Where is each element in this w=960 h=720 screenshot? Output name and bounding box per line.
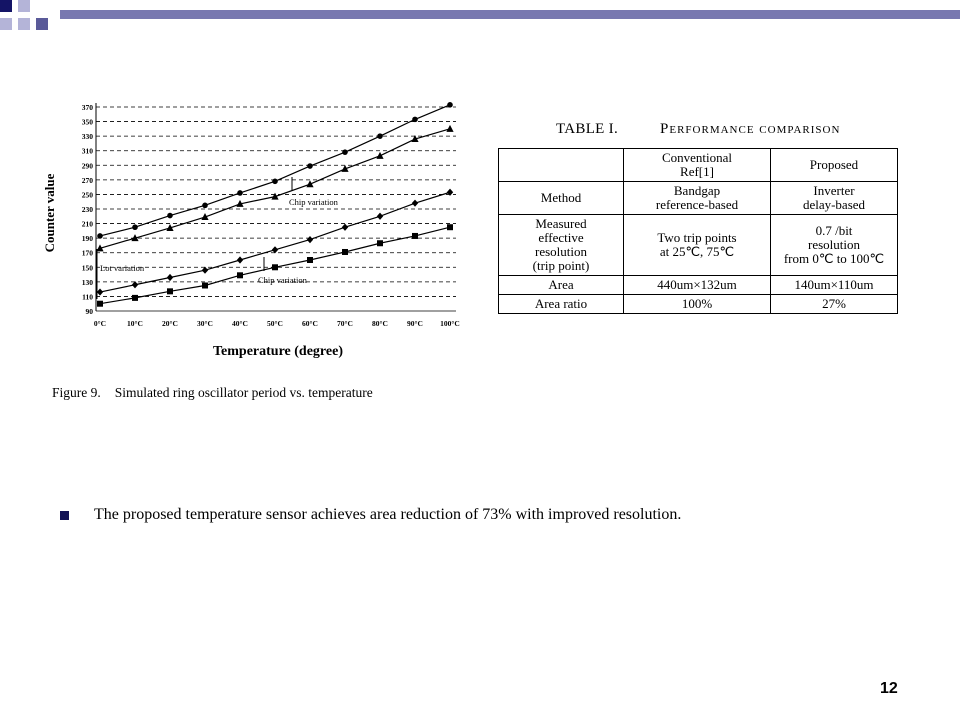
data-point — [132, 295, 138, 301]
data-point — [307, 236, 313, 243]
data-point — [272, 264, 278, 270]
x-tick-label: 90°C — [407, 319, 423, 328]
data-point — [202, 203, 208, 209]
bullet-item — [60, 506, 681, 524]
y-axis-label: Counter value — [42, 173, 57, 253]
data-point — [376, 152, 383, 159]
table-header-cell: Conventional Ref[1] — [624, 149, 771, 182]
table-row — [499, 295, 898, 314]
line-chart — [40, 95, 470, 365]
y-tick-label: 130 — [81, 277, 93, 287]
table-row — [499, 276, 898, 295]
y-tick-label: 270 — [81, 175, 93, 185]
table-row-label: Area — [499, 276, 624, 295]
y-tick-label: 210 — [81, 219, 93, 229]
x-tick-label: 0°C — [93, 319, 107, 328]
y-tick-label: 90 — [85, 307, 93, 316]
x-tick-label: 50°C — [267, 319, 283, 328]
y-tick-label: 110 — [82, 292, 93, 302]
lot-variation-label: Lot variation — [100, 263, 145, 273]
data-point — [97, 233, 103, 239]
data-point — [377, 240, 383, 246]
y-tick-label: 370 — [81, 103, 93, 112]
table-cell: 140um×110um — [771, 276, 898, 295]
y-tick-label: 150 — [81, 263, 93, 273]
bullet-text: The proposed temperature sensor achieves area reduction of 73% with improved resolution. — [94, 506, 682, 523]
slide-decoration — [0, 0, 960, 40]
table-cell: 0.7 /bit resolution from 0℃ to 100℃ — [771, 215, 898, 276]
data-point — [412, 200, 418, 207]
y-tick-label: 310 — [81, 146, 93, 156]
table-title-prefix: TABLE I. — [556, 121, 619, 137]
series-line-series-1 — [100, 105, 450, 236]
page-number: 12 — [880, 680, 898, 697]
y-tick-label: 190 — [81, 234, 93, 244]
table-cell: 440um×132um — [624, 276, 771, 295]
table-row — [499, 182, 898, 215]
bullet-square-icon — [60, 511, 69, 520]
table-title-heading: Performance comparison — [660, 121, 841, 137]
chip-variation-lower-label: Chip variation — [258, 275, 307, 285]
x-tick-label: 30°C — [197, 319, 213, 328]
data-point — [377, 213, 383, 220]
x-tick-label: 60°C — [302, 319, 318, 328]
table-header-cell — [499, 149, 624, 182]
data-point — [307, 163, 313, 169]
data-point — [377, 133, 383, 139]
x-tick-label: 100°C — [440, 319, 460, 328]
data-point — [97, 288, 103, 295]
y-tick-label: 330 — [81, 132, 93, 142]
table-cell: Bandgap reference-based — [624, 182, 771, 215]
data-point — [342, 224, 348, 231]
x-tick-label: 80°C — [372, 319, 388, 328]
table-row-label: Area ratio — [499, 295, 624, 314]
data-point — [167, 213, 173, 219]
table-title — [556, 121, 840, 138]
y-tick-labels — [82, 103, 94, 316]
figure-caption — [52, 385, 373, 401]
x-tick-label: 70°C — [337, 319, 353, 328]
x-axis-label: Temperature (degree) — [213, 344, 343, 359]
table-cell: 100% — [624, 295, 771, 314]
data-point — [342, 249, 348, 255]
table-cell: Two trip points at 25℃, 75℃ — [624, 215, 771, 276]
data-point — [307, 257, 313, 263]
data-point — [272, 179, 278, 185]
y-tick-label: 350 — [81, 117, 93, 127]
table-row-label: Measured effective resolution (trip point) — [499, 215, 624, 276]
data-point — [202, 283, 208, 289]
data-point — [237, 256, 243, 263]
table-cell: Inverter delay-based — [771, 182, 898, 215]
x-tick-label: 20°C — [162, 319, 178, 328]
y-tick-label: 230 — [81, 205, 93, 214]
y-tick-label: 250 — [81, 190, 93, 200]
figure-caption-text: Simulated ring oscillator period vs. temperature — [114, 385, 373, 400]
x-tick-labels — [94, 319, 460, 328]
data-point — [412, 233, 418, 239]
y-tick-label: 170 — [81, 248, 93, 258]
table-row-label: Method — [499, 182, 624, 215]
data-point — [342, 149, 348, 155]
performance-comparison-table — [498, 148, 898, 314]
data-point — [446, 125, 453, 132]
data-point — [447, 224, 453, 230]
y-tick-label: 290 — [81, 161, 93, 171]
data-point — [237, 272, 243, 278]
data-point — [447, 102, 453, 108]
table-header-cell: Proposed — [771, 149, 898, 182]
chip-variation-upper-label: Chip variation — [289, 197, 338, 207]
data-point — [167, 288, 173, 294]
data-point — [237, 190, 243, 196]
table-cell: 27% — [771, 295, 898, 314]
x-tick-label: 10°C — [127, 319, 143, 328]
data-point — [132, 224, 138, 230]
figure-label: Figure 9. — [52, 385, 101, 400]
series-line-series-2 — [100, 129, 450, 248]
table-row — [499, 215, 898, 276]
table-header-row — [499, 149, 898, 182]
data-point — [167, 274, 173, 281]
data-point — [412, 117, 418, 123]
data-point — [97, 301, 103, 307]
x-tick-label: 40°C — [232, 319, 248, 328]
